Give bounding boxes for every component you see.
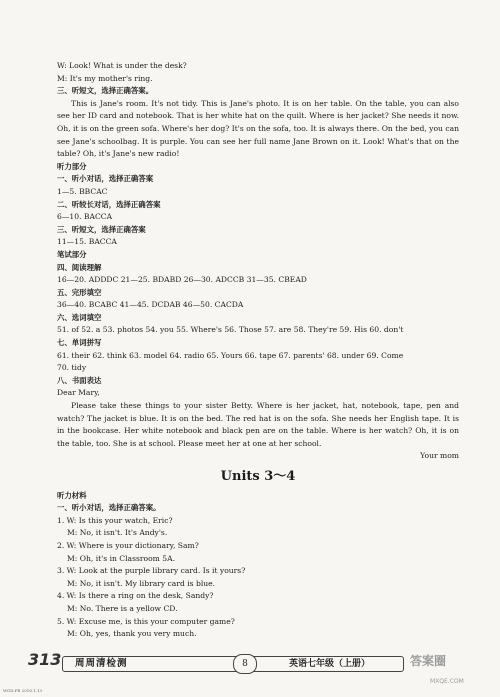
answer-line: 16—20. ADDDC 21—25. BDABD 26—30. ADCCB 31—35. CBEAD (57, 275, 307, 285)
dialogue-line: M: It's my mother's ring. (57, 73, 153, 83)
passage-paragraph: This is Jane's room. It's not tidy. This is Jane's photo. It is on her table. On the table, you can also see her ID card and notebook. That is her white hat on the quilt. Where is her jacket? She needs it now. Oh, it is on the green sofa. Where's her dog? It's on the sofa, too. It is always there. On the bed, you can see Jane's schoolbag. It is purple. You can see her full name Jane Brown on it. Look! What's that on the table? Oh, it's Jane's new radio! (57, 98, 459, 159)
answer-line: 36—40. BCABC 41—45. DCDAB 46—50. CACDA (57, 300, 244, 310)
letter-salutation: Dear Mary, (57, 388, 100, 398)
page-footer (28, 650, 458, 674)
dialogue-line: 1. W: Is this your watch, Eric? (57, 515, 173, 525)
section-heading: 八、书面表达 (57, 375, 102, 385)
section-heading: 一、听小对话，选择正确答案 (57, 174, 154, 184)
section-heading: 一、听小对话，选择正确答案。 (57, 503, 161, 513)
dialogue-line: W: Look! What is under the desk? (57, 61, 187, 70)
watermark-url: MXQE.COM (430, 678, 464, 685)
dialogue-line: 3. W: Look at the purple library card. Is it yours? (57, 566, 246, 576)
dialogue-line: M: Oh, it's in Classroom 5A. (67, 553, 175, 563)
print-code: WGD.FR 2016.1.13 (3, 688, 43, 693)
section-heading: 三、听短文，选择正确答案。 (57, 86, 154, 96)
dialogue-line: 2. W: Where is your dictionary, Sam? (57, 540, 199, 550)
answer-line: 70. tidy (57, 363, 87, 373)
answer-line: 11—15. BACCA (57, 237, 117, 247)
part-heading-written: 笔试部分 (57, 249, 87, 259)
section-heading: 五、完形填空 (57, 287, 102, 297)
dialogue-line: 5. W: Excuse me, is this your computer game? (57, 616, 235, 626)
units-title: Units 3～4 (220, 469, 296, 484)
dialogue-line: M: No. There is a yellow CD. (67, 603, 178, 613)
section-heading: 二、听较长对话，选择正确答案 (57, 199, 161, 209)
letter-body: Please take these things to your sister Betty. Where is her jacket, hat, notebook, tape, pen and watch? The jacket is blue. It is on the bed. The red hat is on the sofa. She needs her English tape. It is in the bookcase. Her white notebook and black pen are on the table. Where is her watch? Oh, it is on the table, too. She is at school. Please meet her at one at her school. (57, 401, 459, 448)
section-heading: 七、单词拼写 (57, 338, 102, 348)
dialogue-line: M: No, it isn't. It's Andy's. (67, 528, 168, 538)
answer-line: 6—10. BACCA (57, 212, 113, 222)
section-heading: 三、听短文，选择正确答案 (57, 224, 146, 234)
watermark: 答案圈 (410, 654, 447, 668)
letter-signoff: Your mom (420, 451, 459, 461)
footer-bar (62, 656, 404, 672)
dialogue-line: M: No, it isn't. My library card is blue. (67, 578, 216, 588)
material-heading: 听力材料 (57, 490, 87, 500)
section-heading: 六、选词填空 (57, 312, 102, 322)
answer-line: 1—5. BBCAC (57, 186, 108, 196)
answer-line: 51. of 52. a 53. photos 54. you 55. Where's 56. Those 57. are 58. They're 59. His 60. don't (57, 325, 404, 335)
footer-subject: 英语七年级（上册） (289, 659, 371, 669)
logo: 313 (28, 650, 62, 669)
document-body (57, 60, 459, 641)
page-number: 8 (233, 654, 257, 674)
answer-line: 61. their 62. think 63. model 64. radio 65. Yours 66. tape 67. parents' 68. under 69. Come (57, 350, 404, 360)
dialogue-line: 4. W: Is there a ring on the desk, Sandy? (57, 591, 214, 601)
section-heading: 四、阅读理解 (57, 262, 102, 272)
footer-title: 周周清检测 (75, 658, 128, 669)
dialogue-line: M: Oh, yes, thank you very much. (67, 629, 197, 639)
part-heading-listening: 听力部分 (57, 161, 87, 171)
